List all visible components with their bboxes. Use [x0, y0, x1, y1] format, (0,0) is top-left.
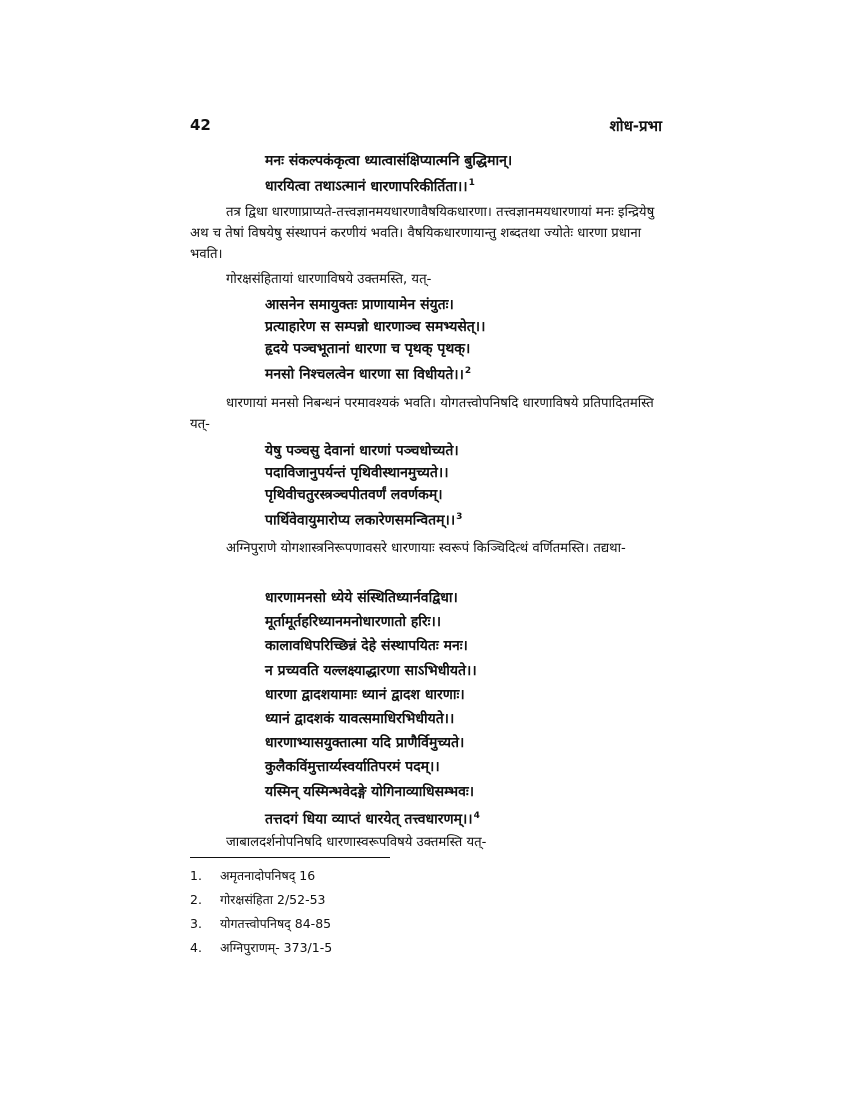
- footnote: [190, 936, 332, 960]
- verse-line: मनः संकल्पकंकृत्वा ध्यात्वासंक्षिप्यात्मनि बुद्धिमान्।: [265, 153, 513, 169]
- footnote-text: अमृतनादोपनिषद् 16: [220, 868, 316, 883]
- verse-line: कुलैकविंमुत्तार्य्यस्वर्यातिपरमं पदम्।।: [265, 759, 440, 776]
- verse-3: [265, 440, 513, 528]
- verse-line: हृदये पञ्चभूतानां धारणा च पृथक् पृथक्।: [265, 341, 471, 357]
- verse-line: [265, 172, 577, 194]
- verse-word-text: धारणापरिकीर्तिता।।: [370, 178, 468, 195]
- verse-word: मनसो निश्चलत्वेन: [265, 366, 355, 383]
- paragraph: गोरक्षसंहितायां धारणाविषये उक्तमस्ति, यत्-: [226, 272, 432, 287]
- verse-word: [370, 179, 474, 195]
- verse-word: पदाविजानुपर्यन्तं: [265, 465, 346, 481]
- verse-line: [265, 506, 513, 528]
- footnote-number: 3.: [190, 916, 202, 931]
- verse-line: [265, 462, 513, 484]
- verse-word: समायुक्तः: [309, 297, 358, 313]
- verse-line: [265, 804, 480, 828]
- verse-line-text: पार्थिवेवायुमारोप्य लकारेणसमन्वितम्।।: [265, 512, 456, 529]
- verse-line: ध्यानं द्वादशकं यावत्समाधिरभिधीयते।।: [265, 710, 455, 727]
- footnote: [190, 912, 332, 936]
- paragraph: अग्निपुराणे योगशास्त्रनिरूपणावसरे धारणायाः स्वरूपं किञ्चिदित्थं वर्णितमस्ति। तद्यथा-: [226, 541, 626, 556]
- footnote-text: योगतत्त्वोपनिषद् 84-85: [220, 916, 332, 931]
- verse-line: [265, 360, 540, 382]
- verse-line: पृथिवीचतुरस्त्रञ्चपीतवर्णं लवर्णकम्।: [265, 487, 443, 503]
- verse-line-text: तत्तदगं धिया व्याप्तं धारयेत् तत्त्वधारणम्।।: [265, 811, 473, 828]
- footnote: [190, 864, 332, 888]
- verse-line: मूर्तामूर्तहरिध्यानमनोधारणातो हरिः।।: [265, 614, 442, 631]
- verse-line: प्रत्याहारेण स सम्पन्नो धारणाञ्च समभ्यसेत्।।: [265, 319, 486, 335]
- footnote-text: अग्निपुराणम्- 373/1-5: [220, 940, 333, 955]
- verse-word: धारयित्वा: [265, 178, 310, 195]
- verse-word: धारणा: [358, 366, 391, 383]
- verse-line: [265, 294, 538, 316]
- verse-line: धारणा द्वादशयामाः ध्यानं द्वादश धारणाः।: [265, 686, 465, 703]
- verse-line: धारणामनसो ध्येये संस्थितिध्यार्नवद्विधा।: [265, 590, 458, 606]
- verse-word: संयुतः।: [420, 297, 454, 313]
- verse-word: पृथिवीस्थानमुच्यते।।: [350, 465, 449, 481]
- footnote-number: 1.: [190, 868, 202, 883]
- paragraph: तत्र द्विधा धारणाप्राप्यते-तत्त्वज्ञानमयधारणावैषयिकधारणा। तत्त्वज्ञानमयधारणायां मनः इन्द्रियेषु अथ च तेषां विषयेषु संस्थापनं करणीयं भवति। वैषयिकधारणायान्तु शब्दतथा ज्योतेः धारणा प्रधाना भवति।: [190, 205, 655, 262]
- journal-title: शोध-प्रभा: [609, 117, 662, 135]
- verse-4: [265, 586, 480, 828]
- verse-word: [414, 367, 472, 383]
- verse-line: येषु पञ्चसु देवानां धारणां पञ्चधोच्यते।: [265, 443, 459, 459]
- verse-line: कालावधिपरिच्छिन्नं देहे संस्थापयितः मनः।: [265, 638, 468, 655]
- footnote-divider: [190, 857, 390, 858]
- verse-word: आसनेन: [265, 297, 305, 313]
- footnote-number: 4.: [190, 940, 202, 955]
- verse-word: प्राणायामेन: [361, 297, 416, 313]
- verse-word: सा: [395, 366, 409, 383]
- paragraph: जाबालदर्शनोपनिषदि धारणास्वरूपविषये उक्तमस्ति यत्-: [226, 835, 487, 850]
- footnote-number: 2.: [190, 892, 202, 907]
- footnote-ref: 1: [468, 178, 475, 188]
- verse-2: [265, 294, 538, 382]
- footnote-ref: 2: [464, 366, 472, 376]
- verse-word: तथाऽत्मानं: [314, 178, 366, 195]
- footnote-text: गोरक्षसंहिता 2/52-53: [220, 892, 326, 907]
- footnotes: [190, 864, 332, 960]
- verse-1: [265, 150, 577, 194]
- verse-line: धारणाभ्यासयुक्तात्मा यदि प्राणैर्विमुच्यते।: [265, 735, 465, 752]
- paragraph: धारणायां मनसो निबन्धनं परमावश्यकं भवति। योगतत्त्वोपनिषदि धारणाविषये प्रतिपादितमस्ति यत्-: [190, 396, 654, 432]
- verse-line: यस्मिन् यस्मिन्भवेदङ्गे योगिनाव्याधिसम्भवः।: [265, 783, 475, 800]
- footnote-ref: 3: [456, 512, 463, 522]
- verse-line: न प्रच्यवति यल्लक्ष्याद्धारणा साऽभिधीयते।।: [265, 662, 477, 679]
- verse-word-text: विधीयते।।: [413, 366, 464, 383]
- page-number: 42: [190, 116, 211, 134]
- footnote-ref: 4: [473, 810, 480, 821]
- footnote: [190, 888, 332, 912]
